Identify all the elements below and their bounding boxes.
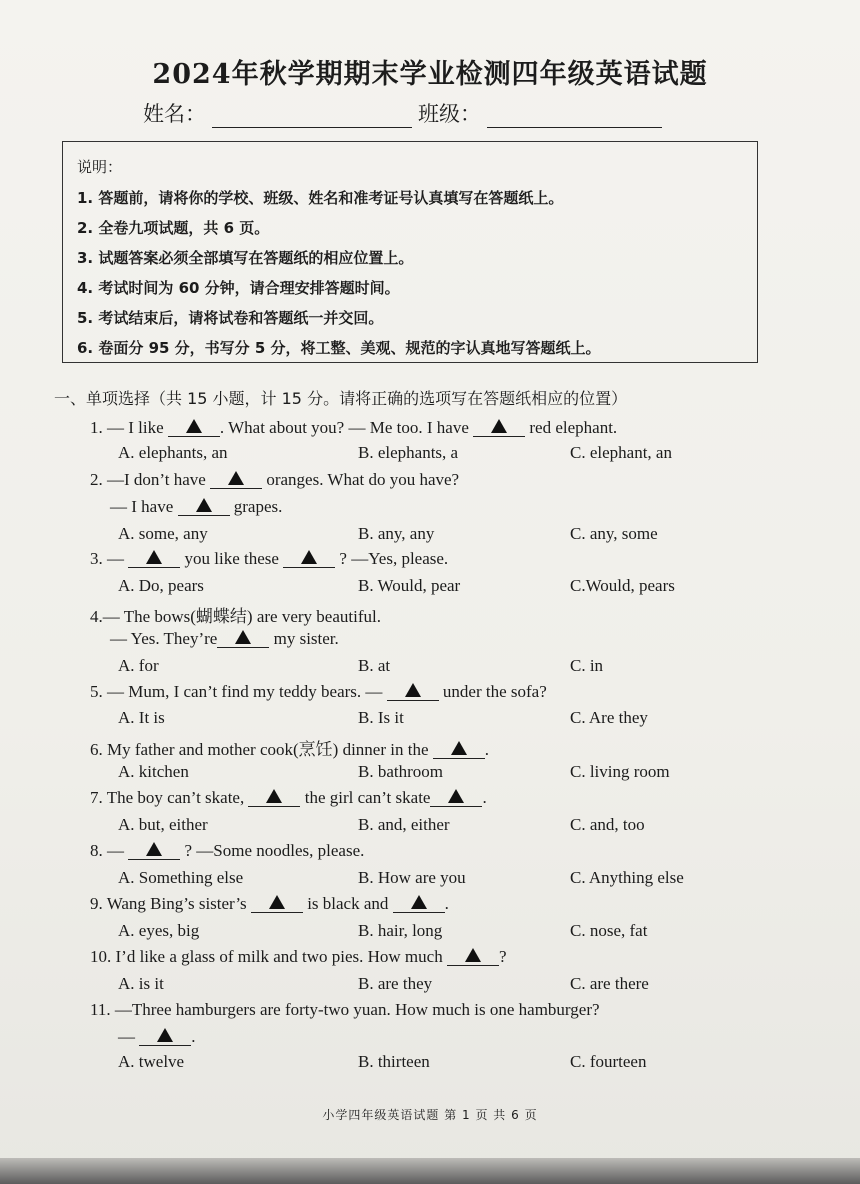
question-line <box>90 418 617 438</box>
instruction-item: 2. 全卷九项试题，共 6 页。 <box>77 219 270 237</box>
question-text: 10. I’d like a glass of milk and two pies. How much <box>90 947 447 966</box>
question-text: 3. — <box>90 549 129 568</box>
question-text: my sister. <box>269 629 339 648</box>
class-label: 班级： <box>418 102 481 126</box>
answer-blank <box>210 470 262 489</box>
answer-blank <box>473 418 525 437</box>
answer-blank <box>283 549 335 568</box>
class-line <box>487 107 662 128</box>
answer-option: B. bathroom <box>358 762 443 781</box>
answer-option: B. any, any <box>358 524 435 543</box>
answer-option: C. fourteen <box>570 1052 647 1071</box>
answer-option: A. for <box>118 656 159 675</box>
exam-title: 2024年秋学期期末学业检测四年级英语试题 <box>152 59 708 90</box>
answer-blank <box>168 418 220 437</box>
class-field <box>418 98 662 128</box>
answer-option: B. hair, long <box>358 921 443 940</box>
answer-blank <box>139 1027 191 1046</box>
answer-option: B. at <box>358 656 391 675</box>
triangle-icon <box>301 550 317 564</box>
answer-option: B. are they <box>358 974 433 993</box>
triangle-icon <box>269 895 285 909</box>
question-text: . <box>484 740 489 759</box>
answer-blank <box>430 788 482 807</box>
answer-blank <box>128 549 180 568</box>
instructions-box <box>62 141 758 363</box>
question-text: 11. —Three hamburgers are forty-two yuan. How much is one hamburger? <box>90 1000 600 1019</box>
question-line <box>110 497 282 517</box>
name-label: 姓名： <box>143 102 206 126</box>
answer-option: C. Anything else <box>570 868 684 887</box>
answer-option: A. Do, pears <box>118 576 204 595</box>
question-text: ? —Yes, please. <box>335 549 449 568</box>
answer-option: C. living room <box>570 762 670 781</box>
answer-option: A. elephants, an <box>118 443 228 462</box>
answer-option: B. Is it <box>358 708 404 727</box>
question-line <box>90 788 487 808</box>
answer-option: A. kitchen <box>118 762 189 781</box>
answer-option: C. and, too <box>570 815 645 834</box>
question-text: 4.— The bows(蝴蝶结) are very beautiful. <box>90 607 381 626</box>
question-line <box>90 602 381 627</box>
question-text: 9. Wang Bing’s sister’s <box>90 894 251 913</box>
triangle-icon <box>228 471 244 485</box>
section-heading: 一、单项选择（共 15 小题，计 15 分。请将正确的选项写在答题纸相应的位置） <box>54 389 628 408</box>
answer-option: B. thirteen <box>358 1052 430 1071</box>
question-text: 8. — <box>90 841 129 860</box>
question-text: ? —Some noodles, please. <box>180 841 365 860</box>
question-text: 1. — I like <box>90 418 168 437</box>
answer-option: B. How are you <box>358 868 466 887</box>
instruction-item: 5. 考试结束后，请将试卷和答题纸一并交回。 <box>77 309 384 327</box>
question-line <box>110 629 339 649</box>
triangle-icon <box>266 789 282 803</box>
answer-option: B. and, either <box>358 815 450 834</box>
question-text: 7. The boy can’t skate, <box>90 788 249 807</box>
question-text: 6. My father and mother cook(烹饪) dinner in the <box>90 740 433 759</box>
instruction-item: 4. 考试时间为 60 分钟，请合理安排答题时间。 <box>77 279 400 297</box>
answer-option: A. Something else <box>118 868 244 887</box>
answer-option: A. but, either <box>118 815 208 834</box>
question-text: — I have <box>110 497 178 516</box>
question-line <box>90 682 547 702</box>
triangle-icon <box>491 419 507 433</box>
answer-blank <box>433 740 485 759</box>
answer-option: C. elephant, an <box>570 443 672 462</box>
triangle-icon <box>196 498 212 512</box>
question-text: — Yes. They’re <box>110 629 218 648</box>
question-line <box>90 947 507 967</box>
answer-option: C. any, some <box>570 524 658 543</box>
instruction-item: 1. 答题前，请将你的学校、班级、姓名和准考证号认真填写在答题纸上。 <box>77 189 564 207</box>
answer-blank <box>178 497 230 516</box>
question-text: is black and <box>302 894 393 913</box>
triangle-icon <box>157 1028 173 1042</box>
question-line <box>118 1027 196 1047</box>
question-text: — <box>118 1027 140 1046</box>
question-text: grapes. <box>229 497 283 516</box>
question-line <box>90 1000 600 1020</box>
triangle-icon <box>451 741 467 755</box>
triangle-icon <box>186 419 202 433</box>
question-line <box>90 894 449 914</box>
page-footer: 小学四年级英语试题 第 1 页 共 6 页 <box>322 1108 538 1122</box>
answer-option: C. in <box>570 656 604 675</box>
triangle-icon <box>235 630 251 644</box>
answer-option: C. Are they <box>570 708 648 727</box>
question-text: 2. —I don’t have <box>90 470 211 489</box>
question-text: 5. — Mum, I can’t find my teddy bears. — <box>90 682 387 701</box>
answer-blank <box>248 788 300 807</box>
answer-option: B. elephants, a <box>358 443 459 462</box>
question-text: . <box>444 894 449 913</box>
question-text: . <box>482 788 487 807</box>
triangle-icon <box>405 683 421 697</box>
answer-option: C. nose, fat <box>570 921 648 940</box>
answer-option: A. eyes, big <box>118 921 200 940</box>
instructions-heading: 说明： <box>77 158 123 176</box>
answer-option: C. are there <box>570 974 649 993</box>
answer-option: C.Would, pears <box>570 576 675 595</box>
triangle-icon <box>411 895 427 909</box>
answer-option: A. twelve <box>118 1052 185 1071</box>
scan-edge <box>0 1158 860 1184</box>
question-line <box>90 735 489 760</box>
question-text: . What about you? — Me too. I have <box>219 418 474 437</box>
question-text: under the sofa? <box>438 682 547 701</box>
answer-blank <box>387 682 439 701</box>
answer-blank <box>251 894 303 913</box>
triangle-icon <box>465 948 481 962</box>
question-line <box>90 549 448 569</box>
triangle-icon <box>146 842 162 856</box>
question-text: red elephant. <box>525 418 618 437</box>
answer-option: A. It is <box>118 708 165 727</box>
question-text: ? <box>498 947 507 966</box>
question-text: you like these <box>180 549 284 568</box>
question-line <box>90 841 364 861</box>
instruction-item: 3. 试题答案必须全部填写在答题纸的相应位置上。 <box>77 249 414 267</box>
answer-blank <box>217 629 269 648</box>
instruction-item: 6. 卷面分 95 分，书写分 5 分，将工整、美观、规范的字认真地写答题纸上。 <box>77 339 601 357</box>
question-text: the girl can’t skate <box>300 788 431 807</box>
question-line <box>90 470 459 490</box>
name-field <box>143 98 412 128</box>
name-line <box>212 107 412 128</box>
question-text: oranges. What do you have? <box>262 470 460 489</box>
triangle-icon <box>448 789 464 803</box>
answer-blank <box>393 894 445 913</box>
answer-option: A. some, any <box>118 524 208 543</box>
answer-blank <box>447 947 499 966</box>
answer-option: A. is it <box>118 974 164 993</box>
answer-option: B. Would, pear <box>358 576 461 595</box>
answer-blank <box>128 841 180 860</box>
question-text: . <box>191 1027 196 1046</box>
triangle-icon <box>146 550 162 564</box>
